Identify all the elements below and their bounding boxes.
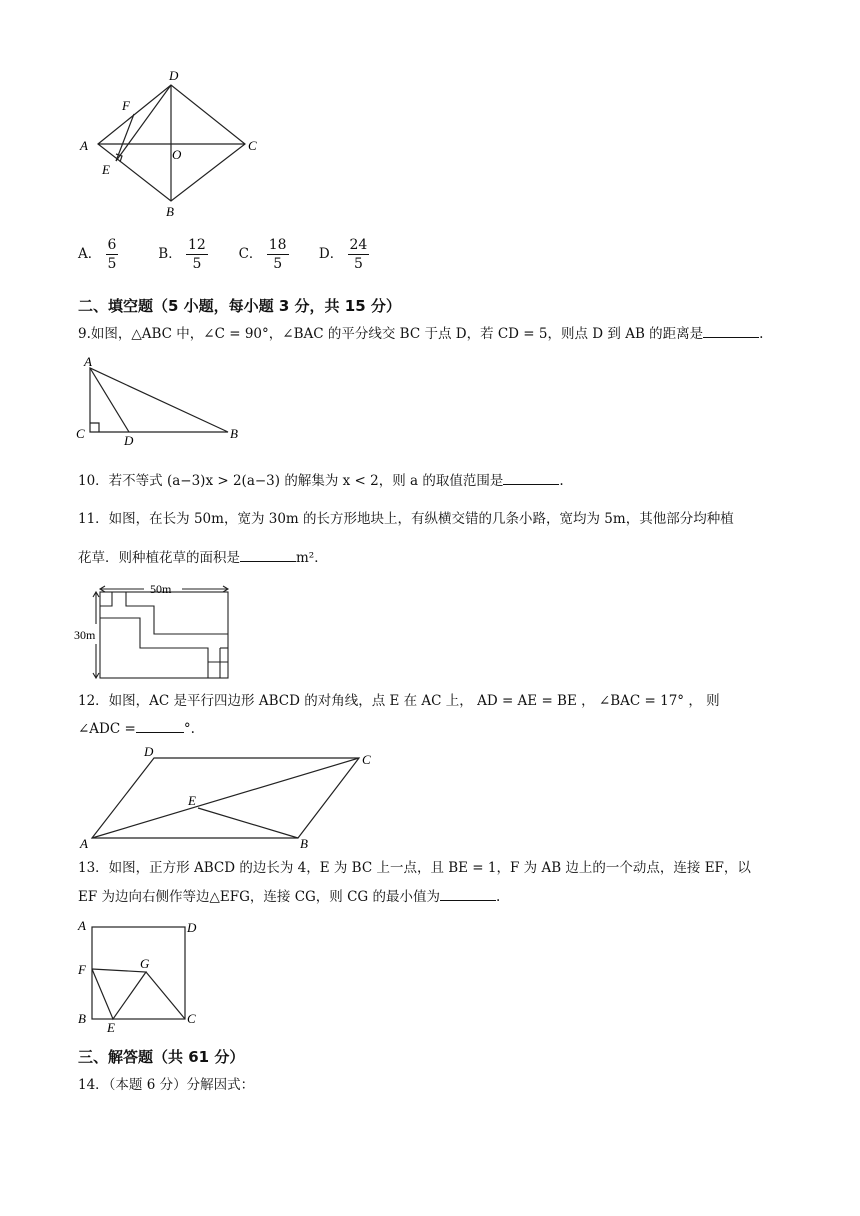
answer-blank[interactable] (503, 470, 559, 485)
q12-line-2: ∠ADC = °. (78, 718, 195, 739)
answer-blank[interactable] (703, 323, 759, 338)
q12-line-1: 12．如图，AC 是平行四边形 ABCD 的对角线，点 E 在 AC 上， AD = AE = BE ， ∠BAC = 17° ， 则 (78, 693, 720, 709)
q9-triangle-figure (74, 352, 254, 448)
answer-blank[interactable] (240, 547, 296, 562)
fraction: $\frac{24}{5}$ (349, 237, 368, 272)
fraction: $\frac{12}{5}$ (188, 237, 206, 272)
fig12-label-D: D (144, 744, 154, 759)
fig12-label-E: E (188, 793, 196, 808)
fig9-label-A: A (84, 354, 92, 369)
fig12-label-B: B (300, 836, 308, 851)
width-label: 50m (150, 582, 172, 596)
fraction: $\frac{18}{5}$ (268, 237, 287, 272)
height-label: 30m (74, 628, 96, 642)
fig13-label-B: B (78, 1011, 86, 1026)
fig8-label-A: A (80, 138, 88, 153)
fraction: $\frac{6}{5}$ (107, 237, 117, 272)
q12-parallelogram-figure (78, 742, 378, 854)
q11-line-2: 花草．则种植花草的面积是 m²． (78, 547, 328, 568)
fig8-label-O: O (172, 147, 182, 162)
q8-options (78, 236, 395, 273)
fig13-label-G: G (140, 956, 150, 971)
fig8-label-D: D (169, 68, 179, 83)
answer-blank[interactable] (440, 886, 496, 901)
fig13-label-E: E (107, 1020, 115, 1034)
answer-blank[interactable] (136, 718, 184, 733)
fig8-label-E: E (102, 162, 110, 177)
q13-line-2: EF 为边向右侧作等边△EFG，连接 CG，则 CG 的最小值为 . (78, 886, 500, 907)
option-a[interactable]: A． $\frac{6}{5}$ (78, 237, 117, 272)
section-2-title: 二、填空题（5 小题，每小题 3 分，共 15 分） (78, 297, 401, 315)
option-c[interactable]: C． $\frac{18}{5}$ (238, 237, 287, 272)
fig13-label-F: F (78, 962, 86, 977)
section-3-title: 三、解答题（共 61 分） (78, 1048, 245, 1066)
fig9-label-C: C (76, 426, 85, 441)
fig12-label-A: A (80, 836, 88, 851)
q14-text: 14．（本题 6 分）分解因式： (78, 1077, 255, 1093)
q8-rhombus-figure (74, 66, 274, 224)
q13-square-figure (74, 912, 214, 1034)
fig13-label-C: C (187, 1011, 196, 1026)
q10-text: 10．若不等式 (a−3)x > 2(a−3) 的解集为 x < 2，则 a 的取值范围是 . (78, 470, 564, 491)
fig8-label-B: B (166, 204, 174, 219)
fig13-label-A: A (78, 918, 86, 933)
q11-field-figure (74, 580, 234, 682)
fig8-label-C: C (248, 138, 257, 153)
fig9-label-B: B (230, 426, 238, 441)
fig12-label-C: C (362, 752, 371, 767)
fig9-label-D: D (124, 433, 134, 448)
q13-line-1: 13．如图，正方形 ABCD 的边长为 4，E 为 BC 上一点，且 BE = 1，F 为 AB 边上的一个动点，连接 EF，以 (78, 860, 751, 876)
option-b[interactable]: B． $\frac{12}{5}$ (158, 237, 206, 272)
q11-line-1: 11．如图，在长为 50m，宽为 30m 的长方形地块上，有纵横交错的几条小路，宽均为 5m，其他部分均种植 (78, 511, 734, 527)
fig8-label-F: F (122, 98, 130, 113)
fig13-label-D: D (187, 920, 197, 935)
option-d[interactable]: D． $\frac{24}{5}$ (318, 237, 368, 272)
q9-text: 9.如图，△ABC 中，∠C = 90°，∠BAC 的平分线交 BC 于点 D，若 CD = 5，则点 D 到 AB 的距离是 . (78, 323, 763, 344)
